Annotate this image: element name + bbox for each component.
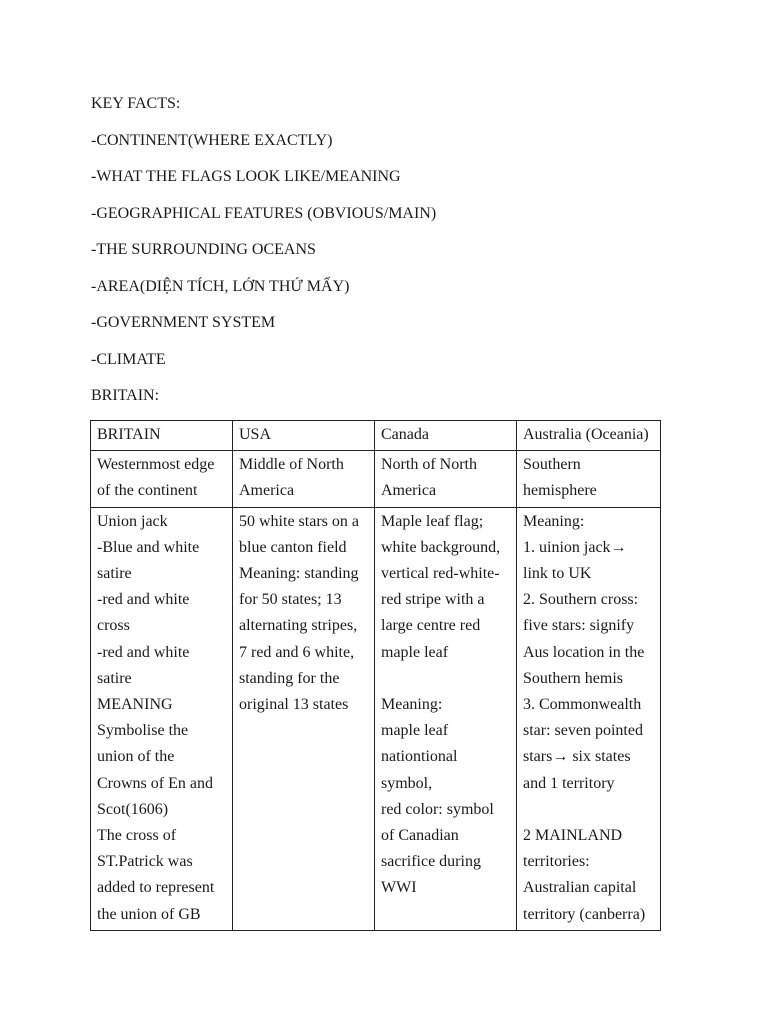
cell-line: Symbolise the [97, 722, 189, 740]
key-facts-section [91, 94, 691, 423]
cell-line: symbol, [381, 774, 433, 792]
cell-line: nationtional [381, 748, 458, 766]
cell-line: maple leaf [381, 722, 449, 740]
key-facts-title: KEY FACTS: [91, 95, 181, 112]
flag-cell-canada [375, 507, 517, 930]
cell-line: Southern [523, 456, 581, 474]
cell-line: Southern hemis [523, 669, 623, 687]
cell-line: blue canton field [239, 538, 347, 556]
country-comparison-table [90, 420, 661, 931]
cell-line: MEANING [97, 696, 173, 714]
key-fact-item: -GEOGRAPHICAL FEATURES (OBVIOUS/MAIN) [91, 204, 437, 222]
cell-line: Aus location in the [523, 643, 645, 661]
cell-line: stars→ six states [523, 748, 631, 766]
cell-line: 3. Commonwealth [523, 696, 642, 714]
location-cell-canada [375, 451, 517, 507]
cell-line: 50 white stars on a [239, 512, 359, 530]
cell-line: Meaning: standing [239, 565, 359, 583]
flag-cell-australia [517, 507, 661, 930]
cell-line: of the continent [97, 482, 198, 500]
cell-line: The cross of [97, 827, 177, 845]
cell-line: star: seven pointed [523, 722, 643, 740]
cell-line: Westernmost edge [97, 456, 215, 474]
cell-line: Middle of North [239, 456, 344, 474]
cell-line: large centre red [381, 617, 481, 635]
key-fact-item: -CLIMATE [91, 350, 166, 368]
table-row-location [91, 451, 661, 507]
cell-line: standing for the [239, 669, 340, 687]
cell-line: vertical red-white- [381, 565, 500, 583]
cell-line: link to UK [523, 565, 592, 583]
cell-line: Maple leaf flag; [381, 512, 484, 530]
header-cell-britain: BRITAIN [91, 421, 233, 451]
cell-line: maple leaf [381, 643, 449, 661]
cell-line: cross [97, 617, 130, 635]
location-cell-usa [233, 451, 375, 507]
cell-line: ST.Patrick was [97, 853, 193, 871]
key-fact-item: -THE SURROUNDING OCEANS [91, 241, 316, 258]
location-cell-australia [517, 451, 661, 507]
cell-line: red color: symbol [381, 800, 494, 818]
cell-line [381, 666, 510, 692]
cell-line: five stars: signify [523, 617, 635, 635]
cell-line [523, 797, 654, 823]
cell-line: added to represent [97, 879, 215, 897]
flag-cell-usa [233, 507, 375, 930]
flag-cell-britain [91, 507, 233, 930]
key-fact-item: -AREA(DIỆN TÍCH, LỚN THỨ MẤY) [91, 277, 350, 295]
cell-line: America [381, 482, 437, 500]
cell-line: WWI [381, 879, 417, 897]
location-cell-britain [91, 451, 233, 507]
cell-line: hemisphere [523, 482, 597, 500]
cell-line: Meaning: [523, 512, 585, 530]
table-header-row [91, 421, 661, 451]
cell-line: original 13 states [239, 696, 349, 714]
cell-line: white background, [381, 538, 501, 556]
cell-line: territory (canberra) [523, 905, 646, 923]
table-row-flags [91, 507, 661, 930]
cell-line: -red and white [97, 643, 190, 661]
cell-line: 2. Southern cross: [523, 591, 639, 609]
header-cell-australia: Australia (Oceania) [517, 421, 661, 451]
cell-line: red stripe with a [381, 591, 485, 609]
cell-line: Meaning: [381, 696, 443, 714]
cell-line: of Canadian [381, 827, 459, 845]
cell-line: 1. uinion jack→ [523, 538, 627, 556]
cell-line: North of North [381, 456, 477, 474]
cell-line: Union jack [97, 512, 168, 530]
cell-line: -red and white [97, 591, 190, 609]
cell-line: and 1 territory [523, 774, 615, 792]
key-fact-item: -WHAT THE FLAGS LOOK LIKE/MEANING [91, 168, 401, 185]
cell-line: -Blue and white [97, 538, 200, 556]
cell-line: Crowns of En and [97, 774, 213, 792]
cell-line: 7 red and 6 white, [239, 643, 355, 661]
key-fact-item: -GOVERNMENT SYSTEM [91, 314, 276, 331]
cell-line: America [239, 482, 295, 500]
key-fact-item: -CONTINENT(WHERE EXACTLY) [91, 131, 333, 149]
cell-line: for 50 states; 13 [239, 591, 342, 609]
cell-line: Australian capital [523, 879, 637, 897]
cell-line: satire [97, 565, 132, 583]
section-label-britain: BRITAIN: [91, 387, 160, 404]
cell-line: the union of GB [97, 905, 201, 923]
cell-line: Scot(1606) [97, 800, 169, 818]
cell-line: satire [97, 669, 132, 687]
cell-line: 2 MAINLAND [523, 827, 623, 845]
cell-line: alternating stripes, [239, 617, 358, 635]
header-cell-canada: Canada [375, 421, 517, 451]
cell-line: territories: [523, 853, 590, 871]
header-cell-usa: USA [233, 421, 375, 451]
cell-line: sacrifice during [381, 853, 481, 871]
cell-line: union of the [97, 748, 175, 766]
